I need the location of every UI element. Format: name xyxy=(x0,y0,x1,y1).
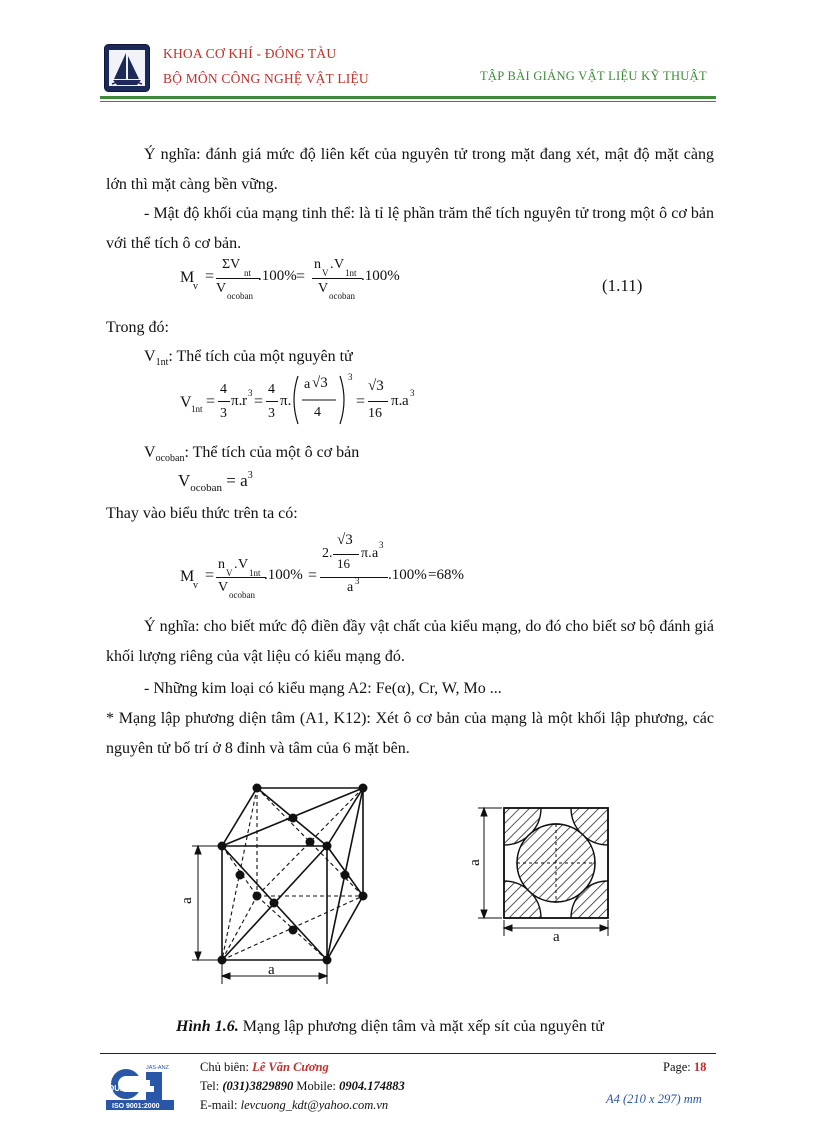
vocoban-eq-sub: ocoban xyxy=(190,482,223,494)
final-fraction-bar-2 xyxy=(320,577,388,578)
eq-times100-1: .100% xyxy=(258,268,297,284)
eq-denominator-sub2: ocoban xyxy=(329,291,355,301)
logo-quacert-text: QUACERT xyxy=(108,1084,148,1093)
footer-tel-label: Tel: xyxy=(200,1079,223,1093)
paragraph-a2-metals: - Những kim loại có kiểu mạng A2: Fe(α), Cr, W, Mo ... xyxy=(144,680,502,697)
v1nt-symbol-sub: 1nt xyxy=(155,357,169,368)
eq-fraction-bar-1 xyxy=(216,278,260,279)
equation-number: (1.11) xyxy=(602,276,643,295)
v1nt-frac1-den: 3 xyxy=(220,406,227,421)
final-two: 2. xyxy=(322,546,333,561)
footer-mobile-label: Mobile: xyxy=(293,1079,340,1093)
eq-denominator-V2: V xyxy=(318,281,329,296)
figure-caption xyxy=(176,1018,604,1036)
final-den-a: a xyxy=(347,580,354,595)
v1nt-frac2-bar xyxy=(266,401,278,402)
header-rule-thick xyxy=(100,96,716,99)
final-result: =68% xyxy=(428,567,464,583)
final-pi: π. xyxy=(361,546,372,561)
eq-V-num: V xyxy=(334,257,345,272)
eq-n-sub: V xyxy=(322,268,329,278)
eq-eq1: = xyxy=(205,268,215,285)
eq-V-num-sub: 1nt xyxy=(345,268,357,278)
eq-eq2: = xyxy=(296,268,306,285)
eq-M-sub: v xyxy=(193,281,198,292)
footer-mobile: 0904.174883 xyxy=(339,1079,405,1093)
header-faculty: KHOA CƠ KHÍ - ĐÓNG TÀU xyxy=(163,46,337,61)
logo-iso-text: ISO 9001:2000 xyxy=(112,1103,160,1110)
eq-denominator-sub1: ocoban xyxy=(227,291,253,301)
eq-sigma-nt: nt xyxy=(244,268,252,278)
v1nt-frac3-bar xyxy=(368,401,388,402)
faculty-logo xyxy=(104,44,150,92)
fcc-cell-height-label: a xyxy=(178,897,195,904)
footer-phone xyxy=(200,1079,405,1094)
final-num-a: a xyxy=(372,546,379,561)
footer-paper-size: A4 (210 x 297) mm xyxy=(606,1092,702,1106)
footer-page-label: Page: xyxy=(663,1060,694,1074)
final-times100-2: .100% xyxy=(388,567,427,583)
final-times100-1: .100% xyxy=(264,567,303,583)
thay-vao-label: Thay vào biểu thức trên ta có: xyxy=(106,505,298,522)
v1nt-frac1-num: 4 xyxy=(220,382,227,397)
paragraph-meaning-2: Ý nghĩa: cho biết mức độ điền đầy vật chất của kiểu mạng, do đó cho biết sơ bộ đánh giá khối lượng riêng của vật liệu có kiểu mạng đó. xyxy=(106,618,714,665)
paragraph-volume-density: - Mật độ khối của mạng tinh thể: là tỉ lệ phần trăm thể tích nguyên tử trong một ô cơ bản với thể tích ô cơ bản. xyxy=(106,205,714,252)
final-n-sub: V xyxy=(226,568,233,578)
eq-times100-2: .100% xyxy=(361,268,400,284)
footer-page xyxy=(663,1060,706,1075)
final-den-sub1: ocoban xyxy=(229,590,255,600)
eq-denominator-V1: V xyxy=(216,281,227,296)
trong-do-label: Trong đó: xyxy=(106,319,169,336)
figure-caption-text: Mạng lập phương diện tâm và mặt xếp sít của nguyên tử xyxy=(238,1018,604,1035)
fcc-unit-cell-diagram xyxy=(180,772,400,992)
v1nt-sub: 1nt xyxy=(191,404,203,414)
header-department: BỘ MÔN CÔNG NGHỆ VẬT LIỆU xyxy=(163,71,369,86)
final-fraction-bar-1 xyxy=(216,577,266,578)
final-M-sub: v xyxy=(193,580,198,591)
fcc-cell-width-label: a xyxy=(268,962,275,978)
header-course-title: TẬP BÀI GIẢNG VẬT LIỆU KỸ THUẬT xyxy=(480,69,707,83)
final-M: M xyxy=(180,568,195,585)
close-packed-height-label: a xyxy=(466,859,483,866)
v1nt-frac3-num: √3 xyxy=(368,378,384,394)
v1nt-definition xyxy=(144,342,353,374)
equation-vocoban xyxy=(178,470,253,494)
final-n: n xyxy=(218,557,225,572)
eq-dot: . xyxy=(330,257,334,272)
eq-sigma-v: ΣV xyxy=(222,257,241,272)
v1nt-r: r xyxy=(242,393,247,409)
paragraph-fcc: * Mạng lập phương diện tâm (A1, K12): Xét ô cơ bản của mạng là một khối lập phương, các nguyên tử bố trí ở 8 đỉnh và tâm của 6 mặt bên. xyxy=(106,710,714,757)
final-V-num: V xyxy=(238,557,249,572)
vocoban-symbol: V xyxy=(144,444,156,461)
close-packed-width-label: a xyxy=(553,929,560,945)
v1nt-definition-text: : Thể tích của một nguyên tử xyxy=(168,348,353,365)
vocoban-symbol-sub: ocoban xyxy=(155,453,185,464)
footer-editor-label: Chủ biên: xyxy=(200,1060,253,1074)
final-num-a-cube: 3 xyxy=(379,540,384,550)
fcc-close-packed-face-diagram xyxy=(470,798,620,958)
logo-jas-text: JAS-ANZ xyxy=(146,1065,169,1071)
v1nt-eq2: = xyxy=(254,393,264,410)
v1nt-frac2-den: 3 xyxy=(268,406,275,421)
paragraph-meaning-1: Ý nghĩa: đánh giá mức độ liên kết của nguyên tử trong mặt đang xét, mật độ mặt càng lớn thì mặt càng bền vững. xyxy=(106,146,714,193)
footer-email-line xyxy=(200,1098,388,1113)
final-eq1: = xyxy=(205,567,215,584)
v1nt-a: a xyxy=(402,393,409,409)
vocoban-eq-cube: 3 xyxy=(247,470,253,481)
v1nt-paren-cube: 3 xyxy=(348,372,353,382)
eq-M: M xyxy=(180,269,195,286)
eq-n: n xyxy=(314,257,321,272)
figure-caption-number: Hình 1.6. xyxy=(176,1018,239,1035)
quacert-iso-logo xyxy=(104,1062,176,1112)
eq-fraction-bar-2 xyxy=(312,278,362,279)
final-inner-bar xyxy=(333,554,359,555)
vocoban-eq-V: V xyxy=(178,471,191,490)
final-inner-sixteen: 16 xyxy=(337,556,350,571)
vocoban-definition xyxy=(144,438,359,470)
v1nt-pi2: π. xyxy=(280,393,292,409)
footer-editor xyxy=(200,1060,329,1075)
final-den-V1: V xyxy=(218,580,229,595)
v1nt-pi1: π. xyxy=(231,393,243,409)
final-dot: . xyxy=(234,557,238,572)
v1nt-paren-a: a xyxy=(304,377,311,392)
v1nt-frac1-bar xyxy=(218,401,230,402)
v1nt-symbol: V xyxy=(144,348,156,365)
footer-rule xyxy=(100,1053,716,1054)
v1nt-V: V xyxy=(180,394,192,411)
v1nt-a-cube: 3 xyxy=(410,388,415,398)
footer-editor-name: Lê Văn Cương xyxy=(252,1060,329,1074)
final-eq2: = xyxy=(308,567,318,584)
footer-email-label: E-mail: xyxy=(200,1098,241,1112)
final-den-a-cube: 3 xyxy=(355,576,360,586)
v1nt-frac2-num: 4 xyxy=(268,382,275,397)
footer-page-number: 18 xyxy=(693,1060,707,1074)
footer-tel: (031)3829890 xyxy=(222,1079,294,1093)
header-rule-thin xyxy=(100,101,716,102)
vocoban-definition-text: : Thể tích của một ô cơ bản xyxy=(184,444,360,461)
footer-email[interactable]: levcuong_kdt@yahoo.com.vn xyxy=(240,1098,389,1112)
v1nt-paren-sqrt3: √3 xyxy=(312,375,328,391)
final-inner-sqrt3: √3 xyxy=(337,532,353,548)
vocoban-eq-rhs: = a xyxy=(226,471,248,490)
v1nt-frac3-den: 16 xyxy=(368,406,382,421)
v1nt-eq1: = xyxy=(206,393,216,410)
v1nt-paren-four: 4 xyxy=(314,405,321,420)
v1nt-eq3: = xyxy=(356,393,366,410)
v1nt-r-cube: 3 xyxy=(248,388,253,398)
final-V-num-sub: 1nt xyxy=(249,568,261,578)
v1nt-pi3: π. xyxy=(391,393,403,409)
